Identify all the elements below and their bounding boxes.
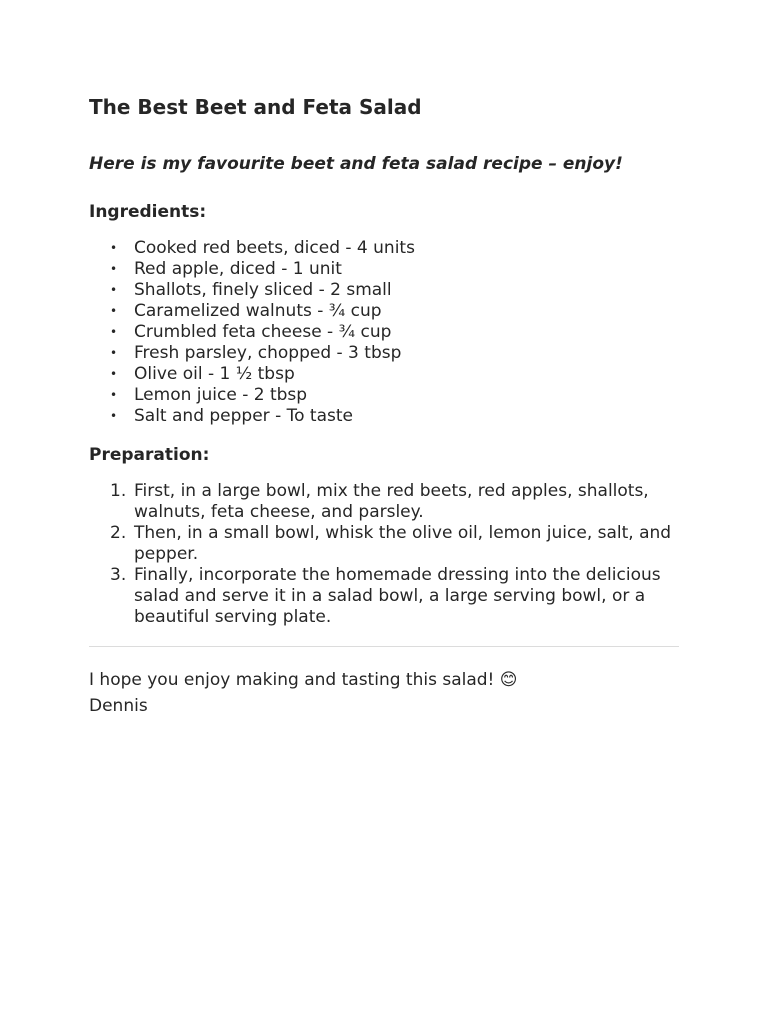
bullet-icon: • bbox=[110, 283, 118, 297]
closing-line: I hope you enjoy making and tasting this salad! 😊 bbox=[89, 670, 518, 690]
bullet-icon: • bbox=[110, 388, 118, 402]
ingredient-item: • Shallots, finely sliced - 2 small bbox=[110, 280, 392, 300]
ingredient-item: • Salt and pepper - To taste bbox=[110, 406, 353, 426]
step-item: 3. Finally, incorporate the homemade dressing into the delicious salad and serve it in a salad bowl, a large serving bowl, or a beautiful serving plate. bbox=[110, 565, 661, 627]
closing-section bbox=[89, 667, 679, 719]
ingredient-item: • Fresh parsley, chopped - 3 tbsp bbox=[110, 343, 402, 363]
ingredient-item: • Red apple, diced - 1 unit bbox=[110, 259, 342, 279]
step-number: 1. bbox=[110, 481, 127, 501]
bullet-icon: • bbox=[110, 409, 118, 423]
recipe-title: The Best Beet and Feta Salad bbox=[89, 95, 422, 119]
bullet-icon: • bbox=[110, 262, 118, 276]
divider bbox=[89, 646, 679, 647]
ingredient-item: • Cooked red beets, diced - 4 units bbox=[110, 238, 415, 258]
step-item: 2. Then, in a small bowl, whisk the olive oil, lemon juice, salt, and pepper. bbox=[110, 523, 672, 564]
signature: Dennis bbox=[89, 696, 148, 716]
bullet-icon: • bbox=[110, 346, 118, 360]
ingredient-item: • Caramelized walnuts - ¾ cup bbox=[110, 301, 382, 321]
bullet-icon: • bbox=[110, 325, 118, 339]
step-item: 1. First, in a large bowl, mix the red beets, red apples, shallots, walnuts, feta cheese, and parsley. bbox=[110, 481, 649, 522]
bullet-icon: • bbox=[110, 304, 118, 318]
preparation-heading: Preparation: bbox=[89, 445, 210, 465]
preparation-steps bbox=[89, 481, 679, 628]
recipe-document bbox=[89, 92, 679, 719]
step-number: 2. bbox=[110, 523, 127, 543]
ingredients-heading: Ingredients: bbox=[89, 202, 207, 222]
recipe-intro: Here is my favourite beet and feta salad recipe – enjoy! bbox=[89, 154, 623, 174]
ingredient-item: • Lemon juice - 2 tbsp bbox=[110, 385, 308, 405]
bullet-icon: • bbox=[110, 241, 118, 255]
step-number: 3. bbox=[110, 565, 127, 585]
bullet-icon: • bbox=[110, 367, 118, 381]
ingredients-list bbox=[89, 238, 679, 427]
ingredient-item: • Olive oil - 1 ½ tbsp bbox=[110, 364, 295, 384]
ingredient-item: • Crumbled feta cheese - ¾ cup bbox=[110, 322, 392, 342]
